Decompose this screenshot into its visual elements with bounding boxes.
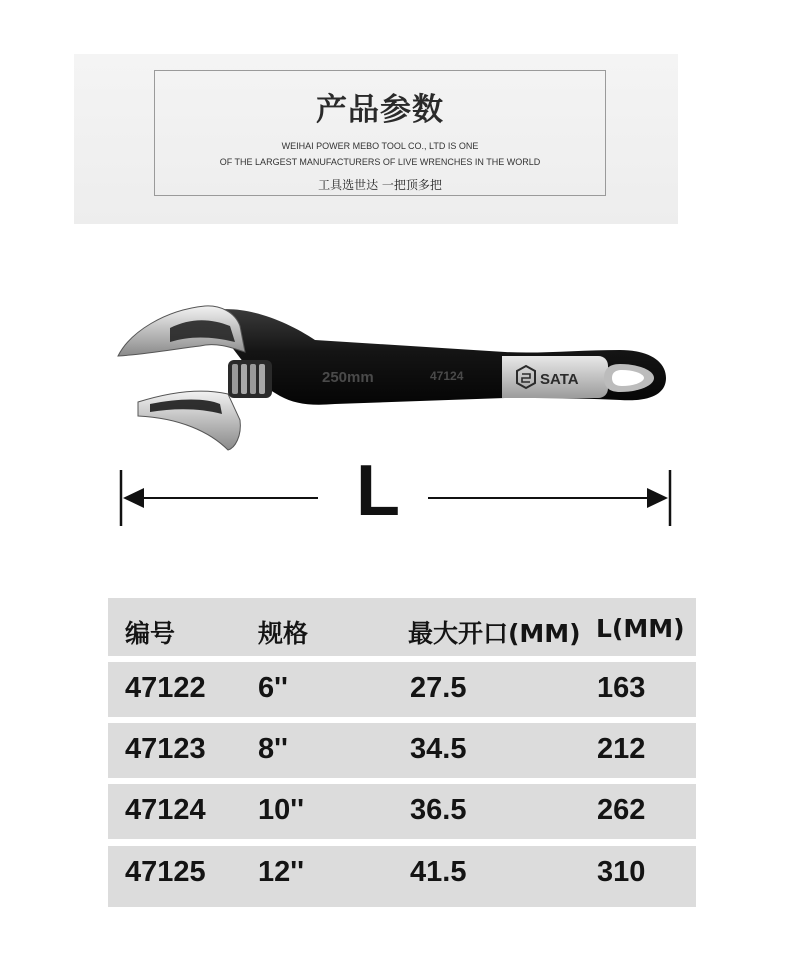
engraving-code: 47124 <box>430 369 464 383</box>
arrow-right-icon <box>647 488 668 508</box>
header-length: L(MM) <box>596 614 685 643</box>
worm-screw <box>228 360 272 398</box>
engraving-size: 250mm <box>322 369 374 386</box>
page-title: 产品参数 <box>316 92 444 128</box>
cell-max-opening: 34.5 <box>410 733 467 765</box>
cell-length: 262 <box>597 794 646 826</box>
adjustable-wrench-image <box>110 292 670 461</box>
table-row <box>108 846 696 907</box>
cell-size: 12'' <box>258 856 305 888</box>
slogan: 工具选世达 一把顶多把 <box>318 178 442 192</box>
cell-model-no: 47123 <box>125 733 206 765</box>
cell-size: 10'' <box>258 794 305 826</box>
header-size: 规格 <box>258 619 309 648</box>
cell-max-opening: 36.5 <box>410 794 467 826</box>
cell-model-no: 47125 <box>125 856 206 888</box>
table-row <box>108 662 696 717</box>
cell-max-opening: 41.5 <box>410 856 467 888</box>
header-max-opening: 最大开口(MM) <box>408 619 581 648</box>
length-label: L <box>356 451 400 531</box>
table-row <box>108 723 696 778</box>
cell-length: 310 <box>597 856 646 888</box>
cell-size: 6'' <box>258 672 288 704</box>
cell-max-opening: 27.5 <box>410 672 467 704</box>
header-model-no: 编号 <box>125 619 176 648</box>
brand-name: SATA <box>540 371 579 388</box>
cell-model-no: 47124 <box>125 794 206 826</box>
table-row <box>108 784 696 839</box>
company-line-1: WEIHAI POWER MEBO TOOL CO., LTD IS ONE <box>281 141 479 151</box>
company-line-2: OF THE LARGEST MANUFACTURERS OF LIVE WRENCHES IN THE WORLD <box>219 157 541 167</box>
table-header-row <box>108 598 696 656</box>
cell-size: 8'' <box>258 733 288 765</box>
arrow-left-icon <box>123 488 144 508</box>
cell-model-no: 47122 <box>125 672 206 704</box>
cell-length: 163 <box>597 672 646 704</box>
cell-length: 212 <box>597 733 646 765</box>
